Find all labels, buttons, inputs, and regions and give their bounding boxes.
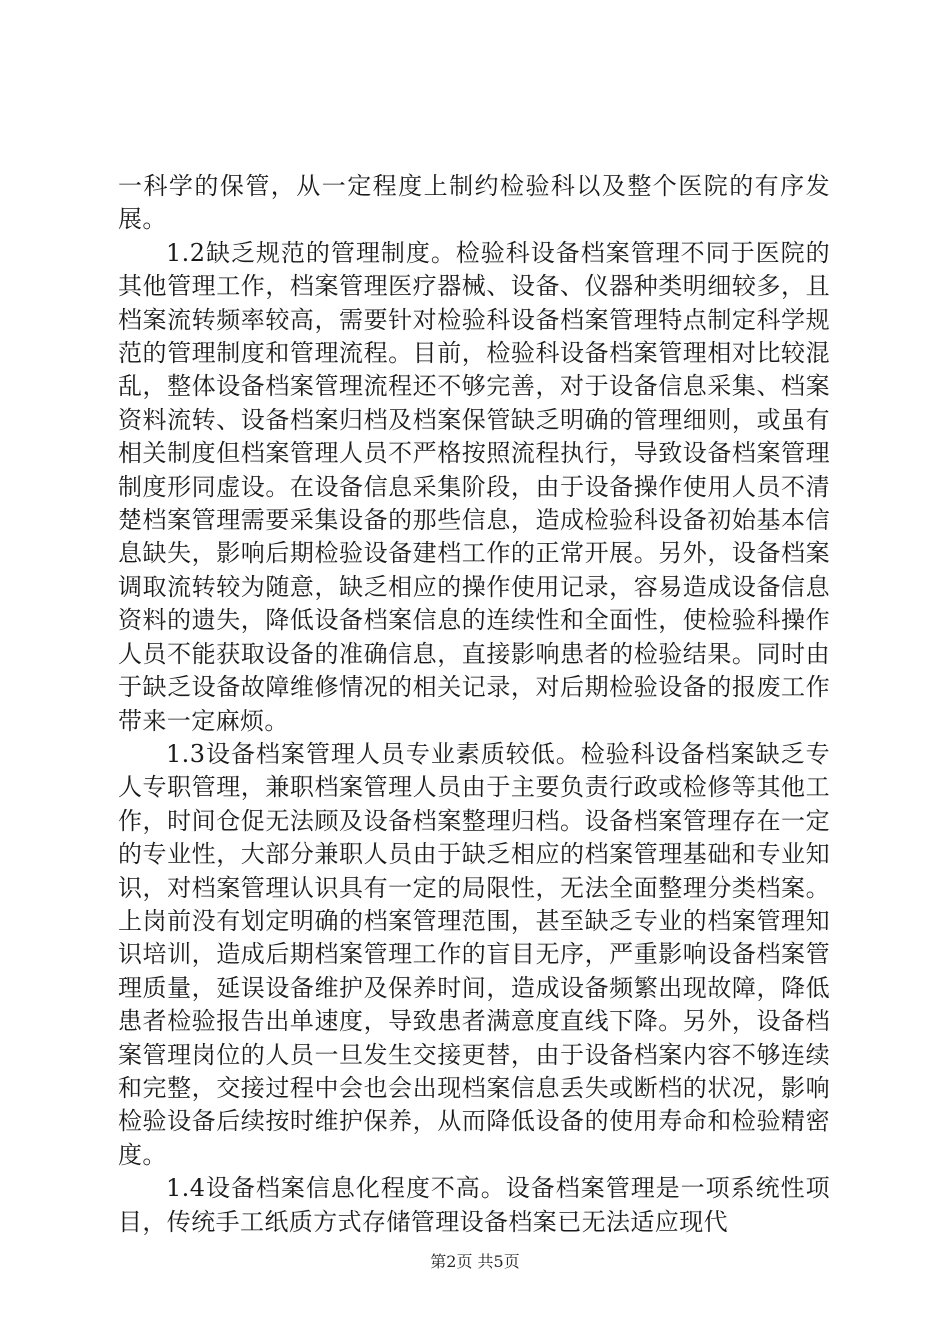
paragraph-continuation: 一科学的保管，从一定程度上制约检验科以及整个医院的有序发展。 <box>118 172 830 234</box>
paragraph-section-1-2: 1.2缺乏规范的管理制度。检验科设备档案管理不同于医院的其他管理工作，档案管理医疗器械、设备、仪器种类明细较多，且档案流转频率较高，需要针对检验科设备档案管理特点制定科学规范的管理制度和管理流程。目前，检验科设备档案管理相对比较混乱，整体设备档案管理流程还不够完善，对于设备信息采集、档案资料流转、设备档案归档及档案保管缺乏明确的管理细则，或虽有相关制度但档案管理人员不严格按照流程执行，导致设备档案管理制度形同虚设。在设备信息采集阶段，由于设备操作使用人员不清楚档案管理需要采集设备的那些信息，造成检验科设备初始基本信息缺失，影响后期检验设备建档工作的正常开展。另外，设备档案调取流转较为随意，缺乏相应的操作使用记录，容易造成设备信息资料的遗失，降低设备档案信息的连续性和全面性，使检验科操作人员不能获取设备的准确信息，直接影响患者的检验结果。同时由于缺乏设备故障维修情况的相关记录，对后期检验设备的报废工作带来一定麻烦。 <box>118 238 830 735</box>
page-number: 第2页 共5页 <box>430 1252 520 1271</box>
paragraph-section-1-3: 1.3设备档案管理人员专业素质较低。检验科设备档案缺乏专人专职管理，兼职档案管理人员由于主要负责行政或检修等其他工作，时间仓促无法顾及设备档案整理归档。设备档案管理存在一定的专业性，大部分兼职人员由于缺乏相应的档案管理基础和专业知识，对档案管理认识具有一定的局限性，无法全面整理分类档案。上岗前没有划定明确的档案管理范围，甚至缺乏专业的档案管理知识培训，造成后期档案管理工作的盲目无序，严重影响设备档案管理质量，延误设备维护及保养时间，造成设备频繁出现故障，降低患者检验报告出单速度，导致患者满意度直线下降。另外，设备档案管理岗位的人员一旦发生交接更替，由于设备档案内容不够连续和完整，交接过程中会也会出现档案信息丢失或断档的状况，影响检验设备后续按时维护保养，从而降低设备的使用寿命和检验精密度。 <box>118 739 830 1169</box>
paragraph-section-1-4: 1.4设备档案信息化程度不高。设备档案管理是一项系统性项目，传统手工纸质方式存储管理设备档案已无法适应现代 <box>118 1174 830 1236</box>
body-text <box>118 170 830 1239</box>
